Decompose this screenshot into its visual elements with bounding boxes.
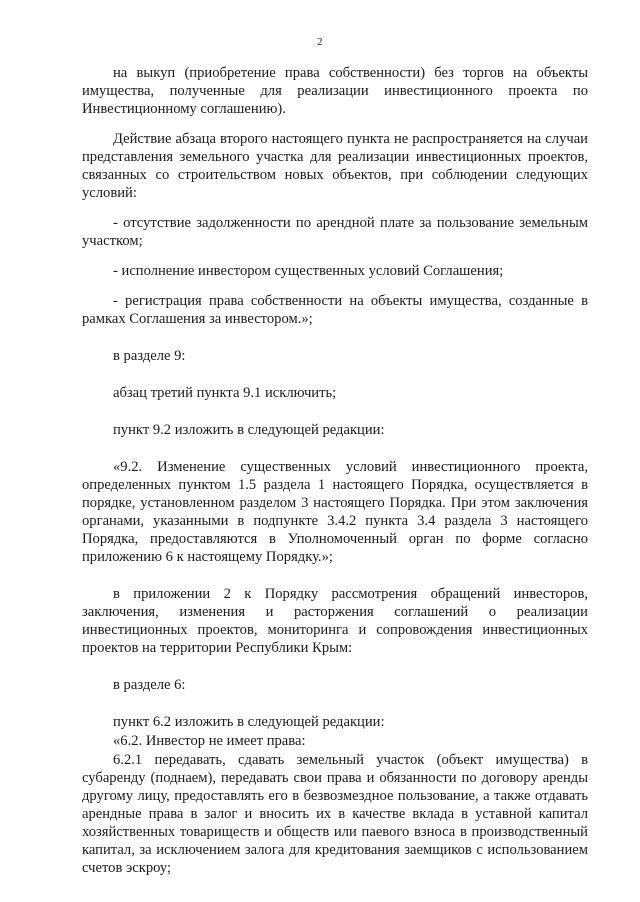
list-item-ownership-registration: - регистрация права собственности на объекты имущества, созданные в рамках Соглашения за инвестором.»; [82,293,588,327]
paragraph-appendix-2: в приложении 2 к Порядку рассмотрения обращений инвесторов, заключения, изменения и расторжения соглашений о реализации инвестиционных проектов, мониторинга и сопровождения инвестиционных проектов на территории Республики Крым: [82,586,588,656]
paragraph-6-2-1: 6.2.1 передавать, сдавать земельный участок (объект имущества) в субаренду (поднаем), передавать свои права и обязанности по договору аренды другому лицу, предоставлять его в безвозмездное пользование, а также отдавать арендные права в залог и вносить их в качестве вклада в уставной капитал хозяйственных товариществ и обществ или паевого взноса в производственный капитал, за исключением залога для кредитования заемщиков с использованием счетов эскроу; [82,752,588,876]
page-number: 2 [317,36,323,48]
paragraph-exclude-9-1: абзац третий пункта 9.1 исключить; [113,385,337,401]
paragraph-9-2-text: «9.2. Изменение существенных условий инвестиционного проекта, определенных пунктом 1.5 раздела 1 настоящего Порядка, осуществляется в порядке, установленном разделом 3 настоящего Порядка. При этом заключения органами, указанными в подпункте 3.4.2 пункта 3.4 раздела 3 настоящего Порядка, предоставляются в Уполномоченный орган по форме согласно приложению 6 к настоящему Порядку.»; [82,459,588,565]
paragraph-6-2-heading: «6.2. Инвестор не имеет права: [113,733,306,749]
list-item-no-debt: - отсутствие задолженности по арендной плате за пользование земельным участком; [82,215,588,249]
document-body [82,64,588,877]
paragraph-buyout: на выкуп (приобретение права собственности) без торгов на объекты имущества, полученные для реализации инвестиционного проекта по Инвестиционному соглашению). [82,65,588,117]
paragraph-section-9: в разделе 9: [113,348,186,364]
paragraph-section-6: в разделе 6: [113,677,186,693]
paragraph-edit-6-2: пункт 6.2 изложить в следующей редакции: [113,714,385,730]
paragraph-exception-conditions: Действие абзаца второго настоящего пункта не распространяется на случаи представления земельного участка для реализации инвестиционных проектов, связанных со строительством новых объектов, при соблюдении следующих условий: [82,131,588,201]
list-item-obligations: - исполнение инвестором существенных условий Соглашения; [113,263,504,279]
paragraph-edit-9-2: пункт 9.2 изложить в следующей редакции: [113,422,385,438]
